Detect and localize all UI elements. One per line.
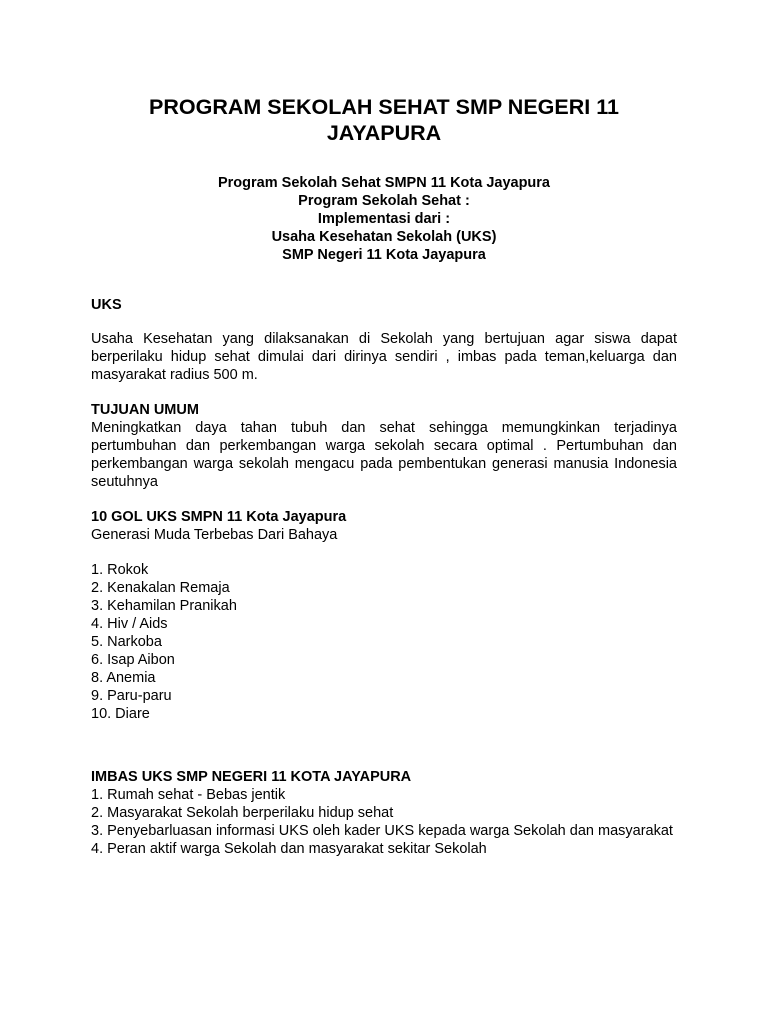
tujuan-heading: TUJUAN UMUM [91,402,199,418]
document-title: PROGRAM SEKOLAH SEHAT SMP NEGERI 11 JAYAPURA [149,95,619,145]
list-item: 4. Peran aktif warga Sekolah dan masyarakat sekitar Sekolah [91,841,487,857]
gol-list [91,561,677,723]
list-item: 4. Hiv / Aids [91,616,168,632]
tujuan-paragraph: Meningkatkan daya tahan tubuh dan sehat sehingga memungkinkan terjadinya pertumbuhan dan perkembangan warga sekolah secara optimal . Pertumbuhan dan perkembangan warga sekolah mengacu pada pembentukan generasi manusia Indonesia seutuhnya [91,420,677,490]
subtitle-line: Implementasi dari : [317,211,451,227]
list-item: 2. Masyarakat Sekolah berperilaku hidup sehat [91,805,394,821]
tujuan-section [91,401,677,491]
uks-paragraph: Usaha Kesehatan yang dilaksanakan di Sekolah yang bertujuan agar siswa dapat berperilaku hidup sehat dimulai dari dirinya sendiri , imbas pada teman,keluarga dan masyarakat radius 500 m. [91,331,677,383]
subtitle-line: SMP Negeri 11 Kota Jayapura [282,247,486,263]
list-item: 3. Penyebarluasan informasi UKS oleh kader UKS kepada warga Sekolah dan masyarakat [91,823,673,839]
document-page [91,94,677,858]
uks-section [91,296,677,384]
list-item: 10. Diare [91,706,150,722]
uks-heading: UKS [91,297,122,313]
imbas-heading: IMBAS UKS SMP NEGERI 11 KOTA JAYAPURA [91,769,412,785]
list-item: 2. Kenakalan Remaja [91,580,230,596]
list-item: 9. Paru-paru [91,688,172,704]
list-item: 6. Isap Aibon [91,652,175,668]
subtitle-line: Program Sekolah Sehat : [298,193,470,209]
list-item: 3. Kehamilan Pranikah [91,598,237,614]
list-item: 5. Narkoba [91,634,162,650]
list-item: 1. Rumah sehat - Bebas jentik [91,787,286,803]
imbas-section [91,768,677,858]
subtitle-line: Program Sekolah Sehat SMPN 11 Kota Jayapura [217,175,550,191]
gol-heading: 10 GOL UKS SMPN 11 Kota Jayapura [91,509,347,525]
gol-subheading: Generasi Muda Terbebas Dari Bahaya [91,527,338,543]
subtitle-line: Usaha Kesehatan Sekolah (UKS) [271,229,497,245]
gol-section [91,508,677,723]
list-item: 8. Anemia [91,670,156,686]
subtitle-block [91,174,677,264]
list-item: 1. Rokok [91,562,149,578]
